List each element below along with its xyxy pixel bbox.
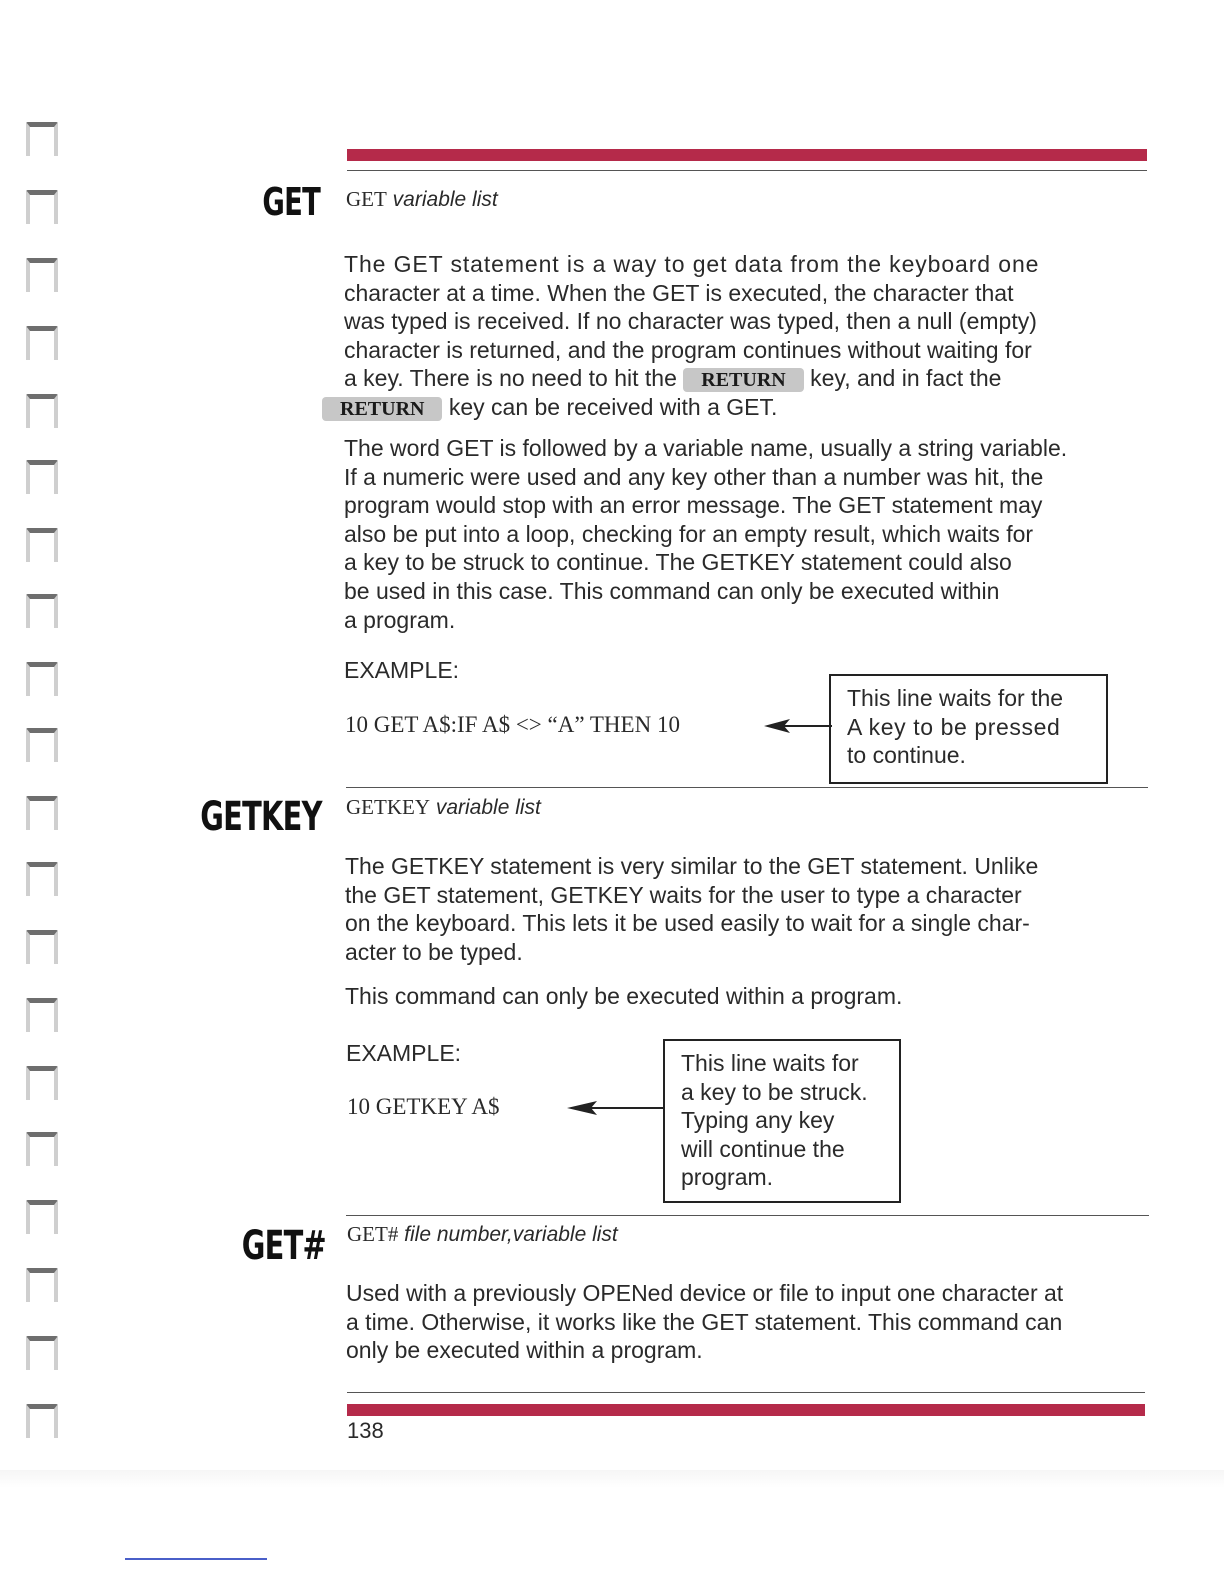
callout-line: This line waits for: [681, 1050, 859, 1076]
text-line: [322, 393, 1039, 422]
callout-line: will continue the: [681, 1135, 845, 1162]
return-key-cap: RETURN: [683, 368, 803, 392]
binding-hole: [26, 190, 58, 224]
get-example-label: EXAMPLE:: [344, 657, 460, 683]
text-line: a program.: [344, 606, 456, 633]
binding-hole: [26, 122, 58, 156]
text-line: acter to be typed.: [345, 938, 523, 965]
binding-hole: [26, 1200, 58, 1234]
bottom-accent-bar: [347, 1404, 1145, 1416]
text-line: the GET statement, GETKEY waits for the user to type a character: [345, 881, 1022, 908]
text-line: [344, 364, 1039, 393]
binding-hole: [26, 394, 58, 428]
binding-hole: [26, 1268, 58, 1302]
return-key-cap: RETURN: [322, 397, 442, 421]
text-line: Used with a previously OPENed device or file to input one character at: [346, 1280, 1064, 1306]
text-fragment: key, and in fact the: [810, 365, 1002, 392]
get-description: [340, 250, 1040, 422]
getkey-example-label: EXAMPLE:: [346, 1040, 462, 1066]
getkey-callout-box: [663, 1039, 901, 1203]
binding-hole: [26, 258, 58, 292]
text-fragment: a key. There is no need to hit the: [344, 365, 677, 392]
text-line: The GET statement is a way to get data from the keyboard one: [344, 251, 1040, 277]
getkey-note: This command can only be executed within a program.: [345, 983, 903, 1009]
binding-hole: [26, 594, 58, 628]
getkey-example-code: 10 GETKEY A$: [347, 1094, 500, 1119]
top-accent-bar: [347, 149, 1147, 161]
get-hash-syntax: [347, 1222, 618, 1247]
binding-hole: [26, 1404, 58, 1438]
text-line: program would stop with an error message. The GET statement may: [344, 492, 1043, 519]
get-hash-heading: GET#: [241, 1223, 326, 1269]
text-line: also be put into a loop, checking for an empty result, which waits for: [344, 520, 1034, 547]
binding-hole: [26, 1132, 58, 1166]
binding-hole: [26, 728, 58, 762]
section-divider: [346, 787, 1148, 788]
callout-line: This line waits for the: [847, 685, 1064, 711]
binding-hole: [26, 528, 58, 562]
text-line: The GETKEY statement is very similar to the GET statement. Unlike: [345, 853, 1039, 879]
binding-hole: [26, 796, 58, 830]
underline-mark: [125, 1558, 267, 1560]
arrow-left-icon: [565, 1098, 665, 1118]
binding-hole: [26, 326, 58, 360]
binding-hole: [26, 1066, 58, 1100]
page-edge-shadow: [0, 1470, 1224, 1488]
syntax-keyword: GET#: [347, 1222, 399, 1246]
get-hash-description: [346, 1279, 1063, 1365]
text-fragment: key can be received with a GET.: [448, 393, 778, 420]
text-line: a time. Otherwise, it works like the GET statement. This command can: [346, 1308, 1063, 1335]
getkey-description: [345, 852, 1038, 966]
callout-line: a key to be struck.: [681, 1078, 868, 1105]
text-line: character at a time. When the GET is executed, the character that: [344, 279, 1014, 306]
bottom-thin-rule: [347, 1392, 1145, 1393]
binding-hole: [26, 662, 58, 696]
callout-line: Typing any key: [681, 1107, 835, 1134]
callout-line: program.: [681, 1164, 774, 1191]
callout-line: to continue.: [847, 742, 966, 769]
binding-hole: [26, 930, 58, 964]
text-line: on the keyboard. This lets it be used easily to wait for a single char-: [345, 910, 1030, 937]
getkey-syntax: [346, 795, 541, 820]
binding-hole: [26, 460, 58, 494]
callout-line: A key to be pressed: [847, 713, 1061, 740]
syntax-args: file number,variable list: [404, 1223, 618, 1246]
text-line: a key to be struck to continue. The GETKEY statement could also: [344, 549, 1012, 576]
page-number: 138: [347, 1418, 384, 1443]
arrow-left-icon: [762, 716, 832, 736]
get-details: [344, 434, 1067, 634]
text-line: The word GET is followed by a variable name, usually a string variable.: [344, 435, 1068, 461]
section-divider: [346, 1215, 1149, 1216]
text-line: only be executed within a program.: [346, 1337, 703, 1364]
binding-hole: [26, 1336, 58, 1370]
get-example-code: 10 GET A$:IF A$ <> “A” THEN 10: [345, 712, 680, 737]
get-callout-box: [829, 674, 1108, 784]
syntax-args: variable list: [392, 188, 498, 211]
binding-hole: [26, 862, 58, 896]
text-line: character is returned, and the program continues without waiting for: [344, 336, 1032, 363]
syntax-keyword: GETKEY: [346, 795, 430, 819]
text-line: If a numeric were used and any key other than a number was hit, the: [344, 463, 1044, 490]
get-heading: GET: [262, 180, 320, 224]
syntax-args: variable list: [435, 796, 541, 819]
get-syntax: [346, 187, 498, 212]
getkey-heading: GETKEY: [200, 794, 322, 840]
text-line: was typed is received. If no character was typed, then a null (empty): [344, 308, 1037, 335]
top-thin-rule: [347, 170, 1147, 171]
text-line: be used in this case. This command can only be executed within: [344, 577, 1000, 604]
syntax-keyword: GET: [346, 187, 387, 211]
binding-hole: [26, 998, 58, 1032]
